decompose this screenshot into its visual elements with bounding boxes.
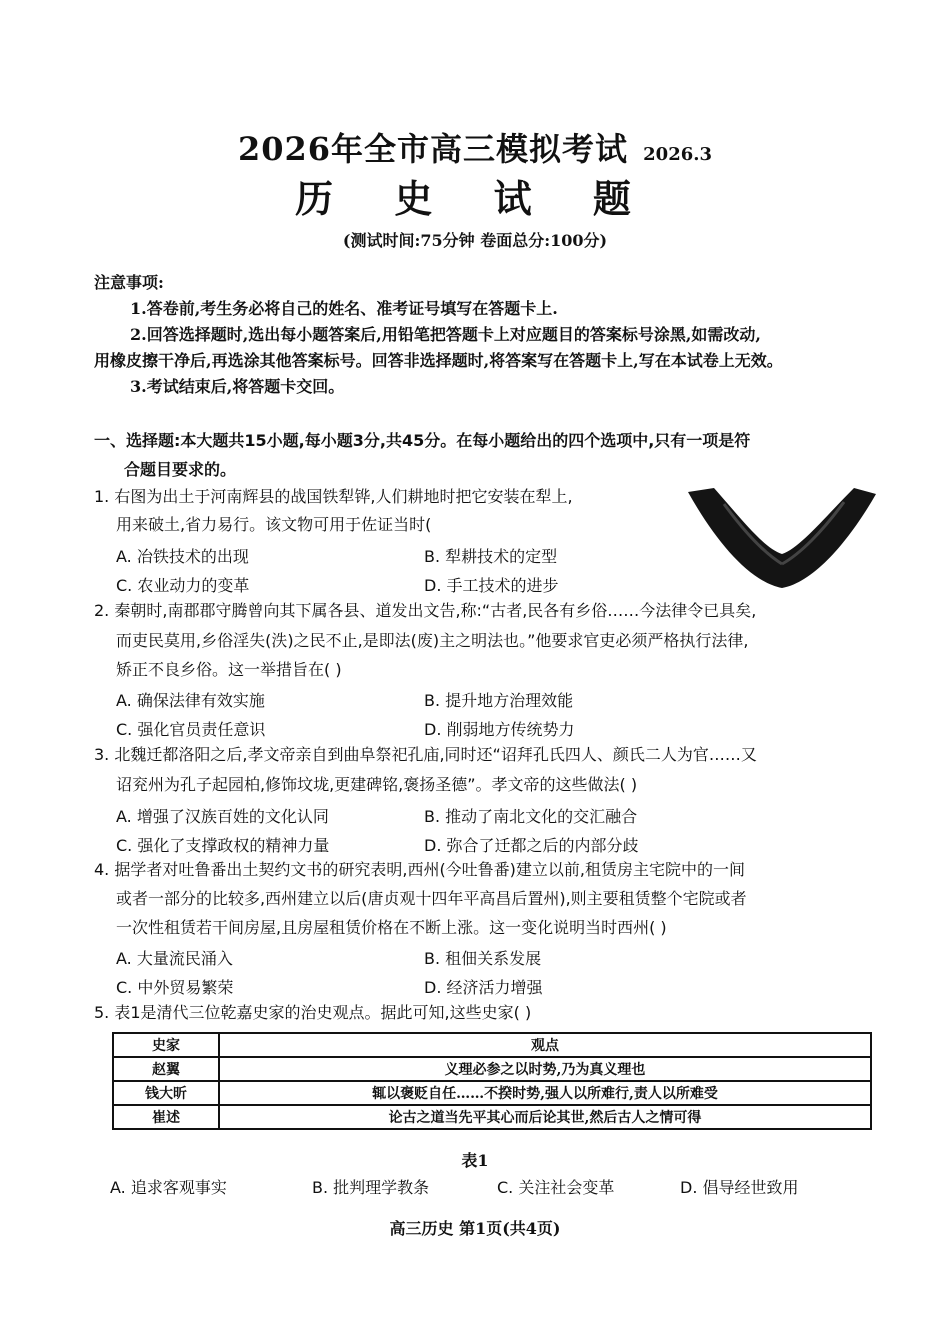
q3-stem-line2: 诏兖州为孔子起园柏,修饰坟垅,更建碑铭,褒扬圣德”。孝文帝的这些做法( ) [116,775,638,794]
q2-option-d: D. 削弱地方传统势力 [424,720,575,739]
q3-option-b: B. 推动了南北文化的交汇融合 [424,807,638,826]
section-heading-line1: 一、选择题:本大题共15小题,每小题3分,共45分。在每小题给出的四个选项中,只有一项是符 [94,431,751,450]
table-header-view: 观点 [219,1033,871,1057]
q1-option-d: D. 手工技术的进步 [424,576,559,595]
q3-option-d: D. 弥合了迁都之后的内部分歧 [424,836,639,855]
q3-option-c: C. 强化了支撑政权的精神力量 [116,836,330,855]
q3-stem-line1: 3. 北魏迁都洛阳之后,孝文帝亲自到曲阜祭祀孔庙,同时还“诏拜孔氏四人、颜氏二人为官……又 [94,745,757,764]
table-cell-view: 论古之道当先平其心而后论其世,然后古人之情可得 [219,1105,871,1129]
table-cell-historian: 赵翼 [113,1057,219,1081]
q5-option-b: B. 批判理学教条 [312,1178,430,1197]
table-cell-historian: 钱大昕 [113,1081,219,1105]
table-cell-historian: 崔述 [113,1105,219,1129]
title-line [0,124,950,170]
table-row [113,1057,871,1081]
section-heading [94,426,874,484]
table-cell-view: 辄以褒贬自任……不揆时势,强人以所难行,责人以所难受 [219,1081,871,1105]
table-header-row [113,1033,871,1057]
q2-stem-line2: 而吏民莫用,乡俗淫失(泆)之民不止,是即法(废)主之明法也。”他要求官吏必须严格执行法律, [116,631,749,650]
q4-option-d: D. 经济活力增强 [424,978,543,997]
table-row [113,1081,871,1105]
q2-option-b: B. 提升地方治理效能 [424,691,574,710]
q2-stem-line3: 矫正不良乡俗。这一举措旨在( ) [116,660,342,679]
q1-option-b: B. 犁耕技术的定型 [424,547,558,566]
table-cell-view: 义理必参之以时势,乃为真义理也 [219,1057,871,1081]
q5-option-c: C. 关注社会变革 [497,1178,615,1197]
q5-stem-line1: 5. 表1是清代三位乾嘉史家的治史观点。据此可知,这些史家( ) [94,1003,532,1022]
table-caption: 表1 [461,1151,489,1170]
notice-item-1: 1.答卷前,考生务必将自己的姓名、准考证号填写在答题卡上. [130,299,558,318]
q1-stem-line1: 1. 右图为出土于河南辉县的战国铁犁铧,人们耕地时把它安装在犁上, [94,487,573,506]
notice-item-2: 2.回答选择题时,选出每小题答案后,用铅笔把答题卡上对应题目的答案标号涂黑,如需改动, [130,325,761,344]
notice-heading: 注意事项: [94,273,164,292]
q4-option-a: A. 大量流民涌入 [116,949,233,968]
q1-option-a: A. 冶铁技术的出现 [116,547,249,566]
q1-option-c: C. 农业动力的变革 [116,576,250,595]
q4-stem-line2: 或者一部分的比较多,西州建立以后(唐贞观十四年平高昌后置州),则主要租赁整个宅院或者 [116,889,747,908]
q1-stem-line2: 用来破土,省力易行。该文物可用于佐证当时( [116,515,432,534]
q2-option-c: C. 强化官员责任意识 [116,720,266,739]
subject-title: 历 史 试 题 [295,176,655,221]
exam-main-title: 2026年全市高三模拟考试 [237,130,629,168]
q4-stem-line3: 一次性租赁若干间房屋,且房屋租赁价格在不断上涨。这一变化说明当时西州( ) [116,918,667,937]
q2-stem-line1: 2. 秦朝时,南郡郡守腾曾向其下属各县、道发出文告,称:“古者,民各有乡俗……今法律令已具矣, [94,601,757,620]
table-header-historian: 史家 [113,1033,219,1057]
q4-option-c: C. 中外贸易繁荣 [116,978,234,997]
q2-option-a: A. 确保法律有效实施 [116,691,265,710]
exam-info: (测试时间:75分钟 卷面总分:100分) [342,231,608,250]
section-heading-line2: 合题目要求的。 [124,460,237,479]
table-row [113,1105,871,1129]
q4-option-b: B. 租佃关系发展 [424,949,542,968]
q5-option-d: D. 倡导经世致用 [680,1178,799,1197]
iron-plowshare-image [684,484,880,592]
q5-option-a: A. 追求客观事实 [110,1178,227,1197]
exam-date: 2026.3 [643,144,713,165]
q4-stem-line1: 4. 据学者对吐鲁番出土契约文书的研究表明,西州(今吐鲁番)建立以前,租赁房主宅院中的一间 [94,860,746,879]
historians-table [112,1032,872,1130]
notice-item-3: 3.考试结束后,将答题卡交回。 [130,377,345,396]
page-footer: 高三历史 第1页(共4页) [389,1219,561,1238]
q3-option-a: A. 增强了汉族百姓的文化认同 [116,807,329,826]
notice-item-2-cont: 用橡皮擦干净后,再选涂其他答案标号。回答非选择题时,将答案写在答题卡上,写在本试卷上无效。 [94,351,783,370]
